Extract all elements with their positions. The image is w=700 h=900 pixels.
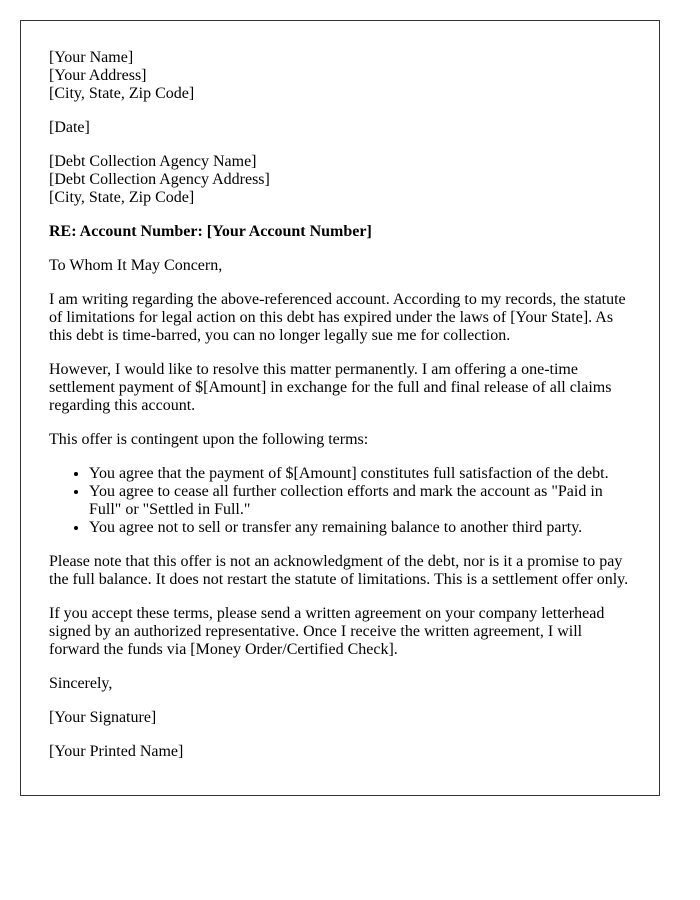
- printed-name: [Your Printed Name]: [49, 743, 184, 760]
- recipient-address-block: [49, 153, 631, 207]
- term-item: • You agree that the payment of $[Amount] constitutes full satisfaction of the debt.: [89, 465, 631, 483]
- letter-date: [Date]: [49, 119, 90, 136]
- paragraph-terms-intro: This offer is contingent upon the following terms:: [49, 431, 369, 448]
- sender-address: [Your Address]: [49, 67, 147, 84]
- sender-address-block: [49, 49, 631, 103]
- term-item: • You agree not to sell or transfer any remaining balance to another third party.: [89, 519, 631, 537]
- sign-off: Sincerely,: [49, 675, 113, 692]
- recipient-name: [Debt Collection Agency Name]: [49, 153, 257, 170]
- salutation: To Whom It May Concern,: [49, 257, 223, 274]
- sender-city-state-zip: [City, State, Zip Code]: [49, 85, 195, 102]
- term-item: • You agree to cease all further collection efforts and mark the account as "Paid in Full" or "Settled in Full.": [89, 483, 631, 519]
- subject-line: RE: Account Number: [Your Account Number]: [49, 223, 372, 240]
- sender-name: [Your Name]: [49, 49, 134, 66]
- recipient-address: [Debt Collection Agency Address]: [49, 171, 270, 188]
- terms-list: [49, 465, 631, 537]
- letter-document: [20, 20, 660, 796]
- paragraph-statute: I am writing regarding the above-referenced account. According to my records, the statute of limitations for legal action on this debt has expired under the laws of [Your State]. As this debt is time-barred, you can no longer legally sue me for collection.: [49, 291, 626, 344]
- signature: [Your Signature]: [49, 709, 157, 726]
- paragraph-acceptance: If you accept these terms, please send a written agreement on your company letterhead signed by an authorized representative. Once I receive the written agreement, I will forward the funds via [Money Order/Certified Check].: [49, 605, 605, 658]
- recipient-city-state-zip: [City, State, Zip Code]: [49, 189, 195, 206]
- paragraph-disclaimer: Please note that this offer is not an acknowledgment of the debt, nor is it a promise to pay the full balance. It does not restart the statute of limitations. This is a settlement offer only.: [49, 553, 629, 588]
- paragraph-offer: However, I would like to resolve this matter permanently. I am offering a one-time settlement payment of $[Amount] in exchange for the full and final release of all claims regarding this account.: [49, 361, 612, 414]
